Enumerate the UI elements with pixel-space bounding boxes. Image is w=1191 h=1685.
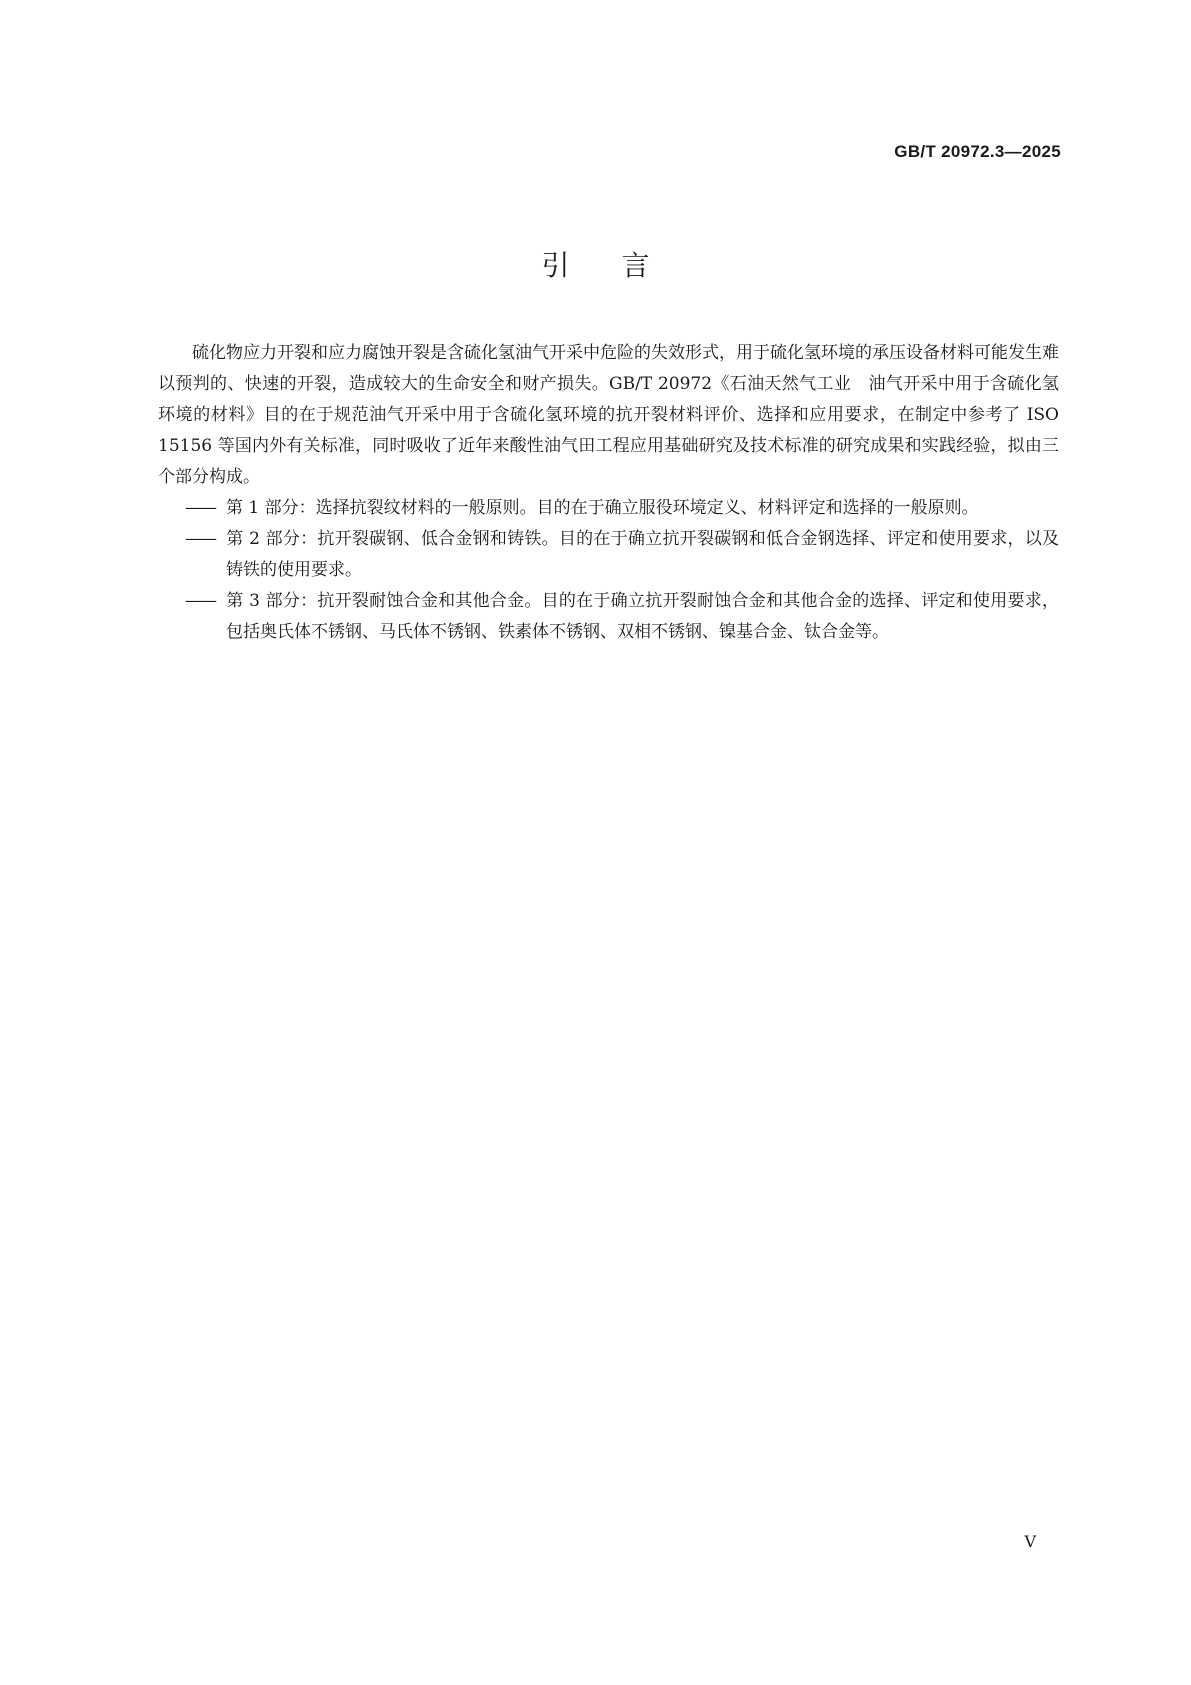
list-item-part-3 xyxy=(158,586,1059,648)
intro-paragraph: 硫化物应力开裂和应力腐蚀开裂是含硫化氢油气开采中危险的失效形式，用于硫化氢环境的承压设备材料可能发生难以预判的、快速的开裂，造成较大的生命安全和财产损失。GB/T 20972《石油天然气工业 油气开采中用于含硫化氢环境的材料》目的在于规范油气开采中用于含硫化氢环境的抗开裂材料评价、选择和应用要求，在制定中参考了 ISO 15156 等国内外有关标准，同时吸收了近年来酸性油气田工程应用基础研究及技术标准的研究成果和实践经验，拟由三个部分构成。 xyxy=(158,343,1059,487)
list-item-part-1 xyxy=(158,493,1059,524)
list-item-text: 第 2 部分：抗开裂碳钢、低合金钢和铸铁。目的在于确立抗开裂碳钢和低合金钢选择、评定和使用要求，以及铸铁的使用要求。 xyxy=(226,529,1059,580)
list-item-part-2 xyxy=(158,524,1059,586)
list-dash: —— xyxy=(185,529,215,549)
page-number: V xyxy=(1024,1532,1036,1551)
list-dash: —— xyxy=(185,498,215,518)
list-item-text: 第 1 部分：选择抗裂纹材料的一般原则。目的在于确立服役环境定义、材料评定和选择的一般原则。 xyxy=(226,498,979,518)
standard-code: GB/T 20972.3—2025 xyxy=(894,142,1061,161)
list-dash: —— xyxy=(185,591,215,611)
list-item-text: 第 3 部分：抗开裂耐蚀合金和其他合金。目的在于确立抗开裂耐蚀合金和其他合金的选择、评定和使用要求，包括奥氏体不锈钢、马氏体不锈钢、铁素体不锈钢、双相不锈钢、镍基合金、钛合金等。 xyxy=(226,591,1059,642)
introduction-body xyxy=(158,338,1059,648)
page-title: 引言 xyxy=(541,249,702,282)
